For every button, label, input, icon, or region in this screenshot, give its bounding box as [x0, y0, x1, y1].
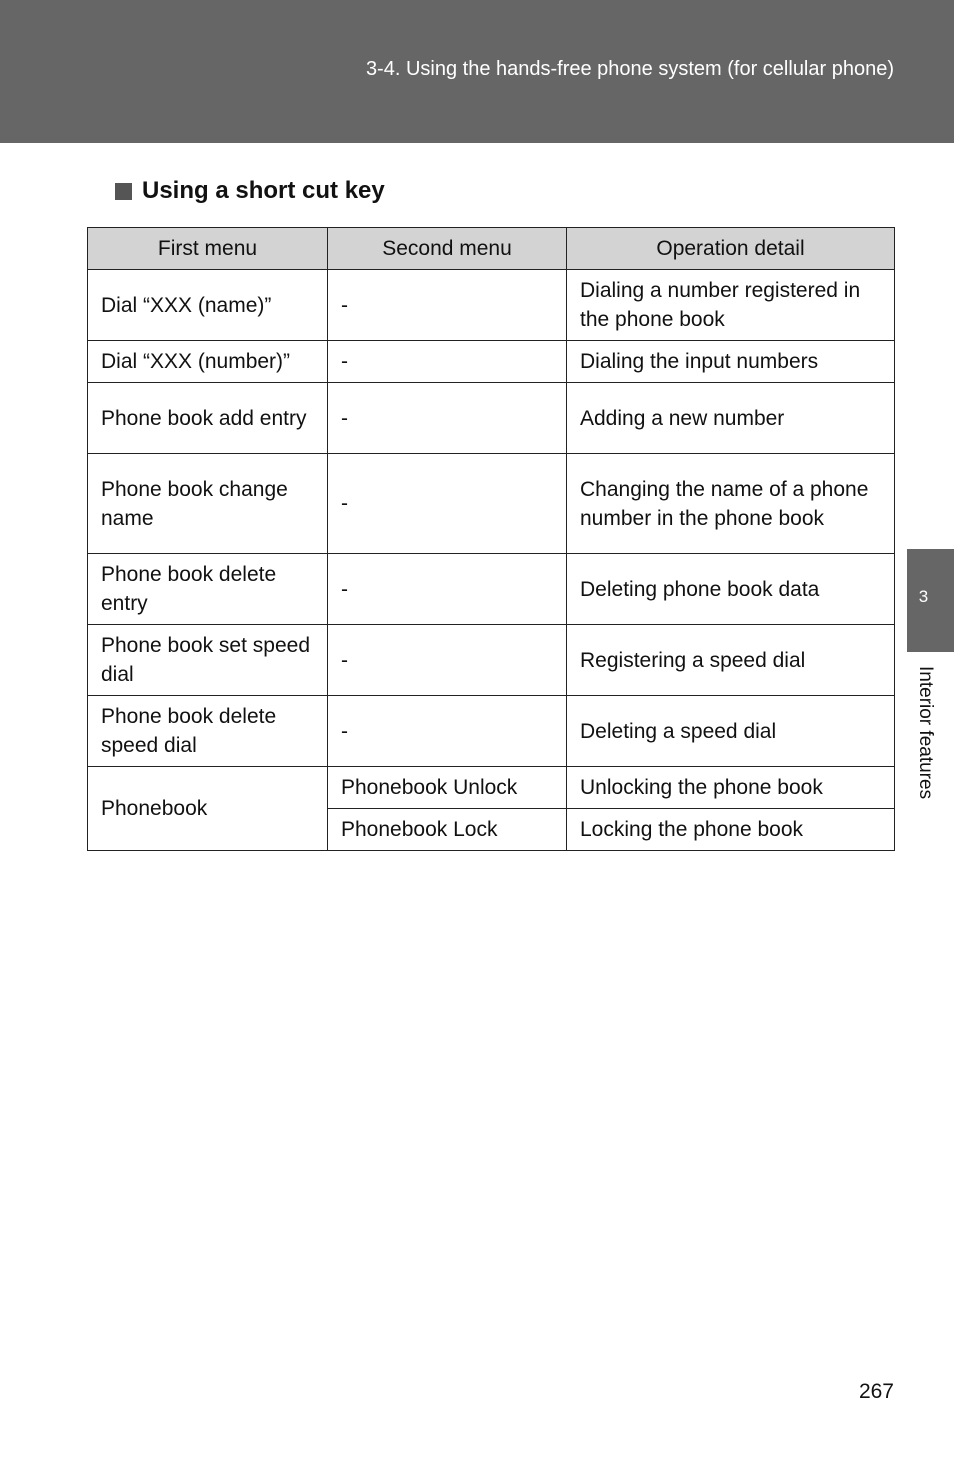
table-row [88, 554, 895, 625]
table-header-row [88, 228, 895, 270]
column-header-operation-detail: Operation detail [567, 228, 895, 270]
first-menu-cell: Phone book change name [88, 454, 328, 554]
chapter-side-label: Interior features [915, 666, 936, 800]
table-row [88, 383, 895, 454]
table-row [88, 696, 895, 767]
first-menu-cell: Dial “XXX (name)” [88, 270, 328, 341]
second-menu-cell: - [328, 341, 567, 383]
table-row [88, 767, 895, 809]
second-menu-cell: - [328, 454, 567, 554]
second-menu-cell: - [328, 270, 567, 341]
operation-detail-cell: Locking the phone book [567, 809, 895, 851]
section-heading-text: Using a short cut key [142, 177, 385, 204]
table-row [88, 625, 895, 696]
operation-detail-cell: Adding a new number [567, 383, 895, 454]
operation-detail-cell: Deleting phone book data [567, 554, 895, 625]
table-row [88, 341, 895, 383]
second-menu-cell: - [328, 625, 567, 696]
table-row [88, 270, 895, 341]
header-band [0, 0, 954, 143]
chapter-side-tab [907, 549, 954, 652]
operation-detail-cell: Dialing a number registered in the phone book [567, 270, 895, 341]
chapter-title: 3-4. Using the hands-free phone system (for cellular phone) [365, 58, 894, 80]
second-menu-cell: Phonebook Unlock [328, 767, 567, 809]
operation-detail-cell: Dialing the input numbers [567, 341, 895, 383]
column-header-first-menu: First menu [88, 228, 328, 270]
page-number: 267 [858, 1380, 894, 1403]
second-menu-cell: Phonebook Lock [328, 809, 567, 851]
operation-detail-cell: Deleting a speed dial [567, 696, 895, 767]
chapter-number: 3 [918, 587, 929, 606]
second-menu-cell: - [328, 696, 567, 767]
square-bullet-icon [115, 183, 132, 200]
first-menu-cell: Phone book add entry [88, 383, 328, 454]
shortcut-menu-table [87, 227, 895, 851]
section-heading [115, 177, 385, 205]
first-menu-cell: Phone book set speed dial [88, 625, 328, 696]
first-menu-cell: Dial “XXX (number)” [88, 341, 328, 383]
operation-detail-cell: Registering a speed dial [567, 625, 895, 696]
column-header-second-menu: Second menu [328, 228, 567, 270]
first-menu-cell: Phone book delete entry [88, 554, 328, 625]
first-menu-cell-phonebook: Phonebook [88, 767, 328, 851]
operation-detail-cell: Unlocking the phone book [567, 767, 895, 809]
table-row [88, 454, 895, 554]
operation-detail-cell: Changing the name of a phone number in the phone book [567, 454, 895, 554]
second-menu-cell: - [328, 383, 567, 454]
first-menu-cell: Phone book delete speed dial [88, 696, 328, 767]
second-menu-cell: - [328, 554, 567, 625]
